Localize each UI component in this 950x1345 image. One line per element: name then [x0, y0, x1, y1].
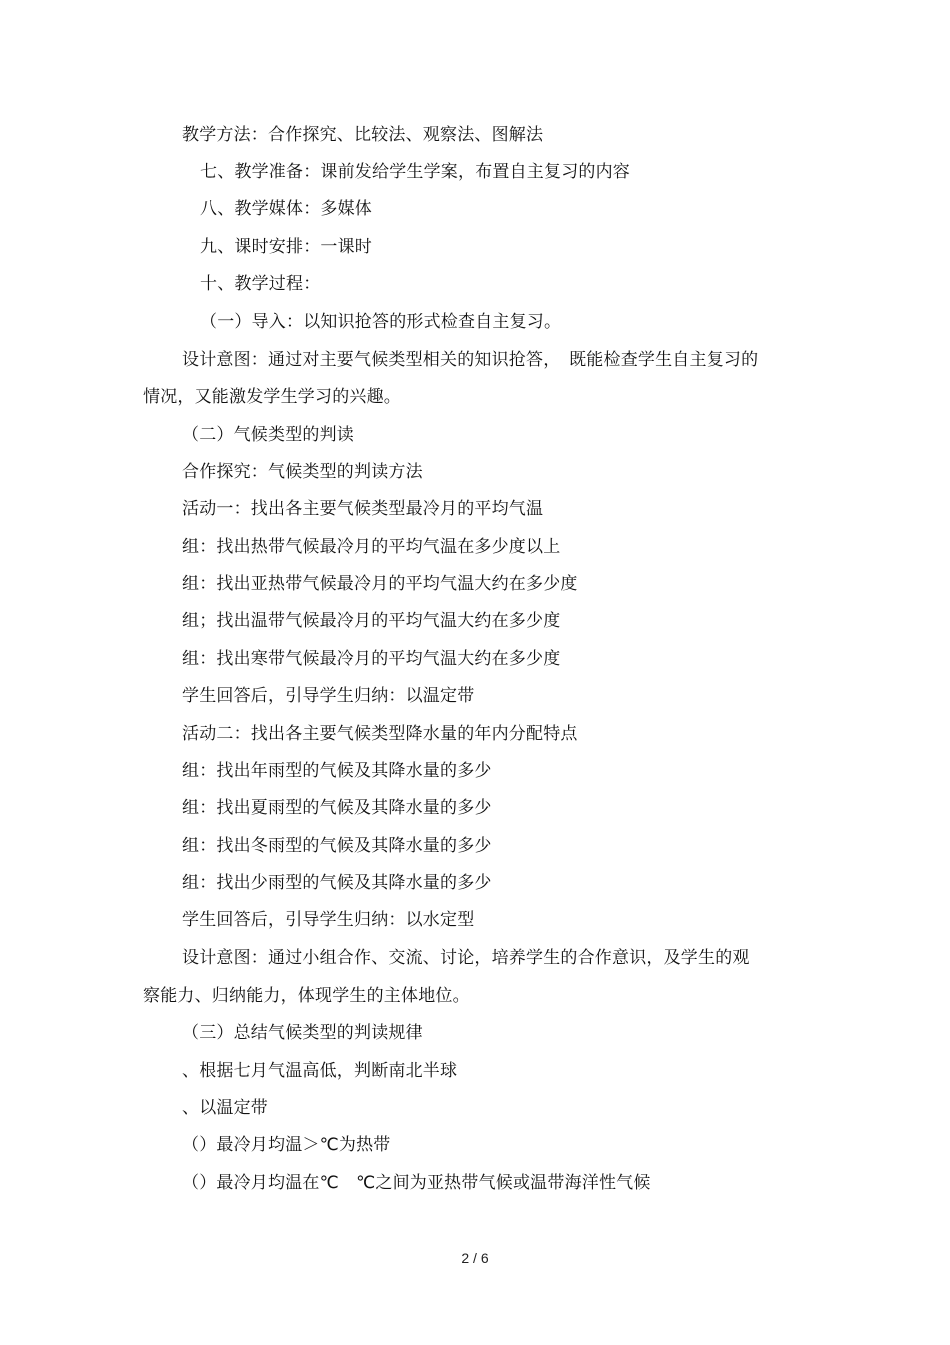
text-line-group-subtropical: 组：找出亚热带气候最冷月的平均气温大约在多少度 — [182, 574, 578, 594]
text-line-group-frigid: 组：找出寒带气候最冷月的平均气温大约在多少度 — [182, 649, 561, 669]
text-line-design-intent-1a: 设计意图：通过对主要气候类型相关的知识抢答， 既能检查学生自主复习的 — [182, 350, 759, 370]
text-line-teaching-methods: 教学方法：合作探究、比较法、观察法、图解法 — [182, 125, 544, 145]
text-line-section-two-heading: （二）气候类型的判读 — [182, 425, 354, 445]
text-line-cooperative-inquiry: 合作探究：气候类型的判读方法 — [182, 462, 423, 482]
text-line-group-temperate: 组；找出温带气候最冷月的平均气温大约在多少度 — [182, 611, 561, 631]
text-line-summary-temperature: 学生回答后，引导学生归纳：以温定带 — [182, 686, 475, 706]
text-line-activity-one: 活动一：找出各主要气候类型最冷月的平均气温 — [182, 499, 544, 519]
text-line-activity-two: 活动二：找出各主要气候类型降水量的年内分配特点 — [182, 724, 578, 744]
text-line-rule-hemisphere: 、根据七月气温高低，判断南北半球 — [182, 1061, 458, 1081]
text-line-rule-subtropical: （）最冷月均温在℃ ℃之间为亚热带气候或温带海洋性气候 — [182, 1173, 651, 1193]
text-line-rule-tropical: （）最冷月均温＞℃为热带 — [182, 1135, 391, 1155]
text-line-rule-temperature-zone: 、以温定带 — [182, 1098, 268, 1118]
text-line-design-intent-2a: 设计意图：通过小组合作、交流、讨论，培养学生的合作意识，及学生的观 — [182, 948, 750, 968]
text-line-teaching-media: 八、教学媒体：多媒体 — [200, 199, 372, 219]
text-line-teaching-preparation: 七、教学准备：课前发给学生学案，布置自主复习的内容 — [200, 162, 630, 182]
text-line-group-year-rain: 组：找出年雨型的气候及其降水量的多少 — [182, 761, 492, 781]
text-line-summary-precipitation: 学生回答后，引导学生归纳：以水定型 — [182, 910, 475, 930]
text-line-class-schedule: 九、课时安排：一课时 — [200, 237, 372, 257]
text-line-group-tropical: 组：找出热带气候最冷月的平均气温在多少度以上 — [182, 537, 561, 557]
text-line-teaching-process-heading: 十、教学过程： — [200, 274, 321, 294]
text-line-group-winter-rain: 组：找出冬雨型的气候及其降水量的多少 — [182, 836, 492, 856]
text-line-design-intent-2b: 察能力、归纳能力，体现学生的主体地位。 — [143, 986, 470, 1006]
text-line-group-summer-rain: 组：找出夏雨型的气候及其降水量的多少 — [182, 798, 492, 818]
text-line-section-intro: （一）导入：以知识抢答的形式检查自主复习。 — [200, 312, 562, 332]
page-number: 2 / 6 — [461, 1250, 489, 1266]
text-line-design-intent-1b: 情况，又能激发学生学习的兴趣。 — [143, 387, 401, 407]
text-line-group-little-rain: 组：找出少雨型的气候及其降水量的多少 — [182, 873, 492, 893]
text-line-section-three-heading: （三）总结气候类型的判读规律 — [182, 1023, 423, 1043]
